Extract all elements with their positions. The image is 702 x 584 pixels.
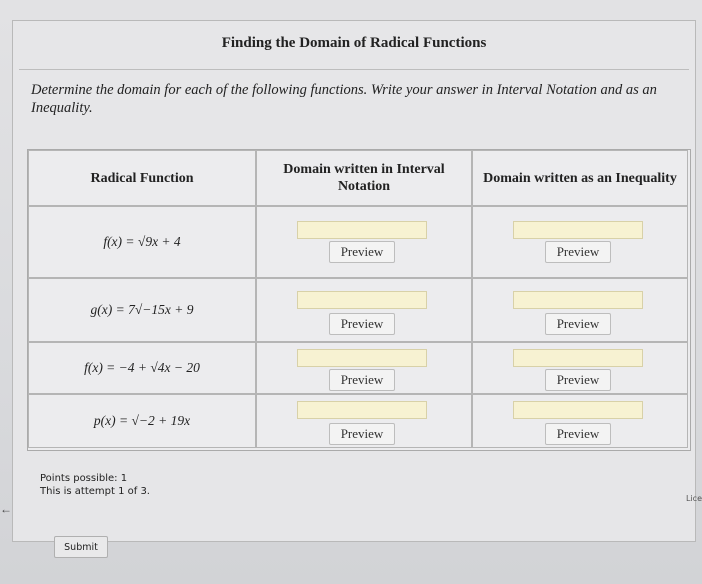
table-row-function [28,394,256,448]
function-label: p(x) = √−2 + 19x [93,413,191,428]
page-title: Finding the Domain of Radical Functions [221,35,487,51]
header-radical-function: Radical Function [28,150,256,206]
preview-button[interactable]: Preview [329,313,395,335]
interval-cell [256,342,472,394]
function-label: f(x) = √9x + 4 [103,234,181,249]
inequality-input[interactable] [513,291,643,309]
inequality-input[interactable] [513,221,643,239]
preview-button[interactable]: Preview [545,423,611,445]
interval-cell [256,394,472,448]
interval-input[interactable] [297,401,427,419]
preview-button[interactable]: Preview [329,369,395,391]
inequality-input[interactable] [513,349,643,367]
inequality-cell [472,278,688,342]
table-row-function [28,278,256,342]
interval-input[interactable] [297,291,427,309]
submit-button[interactable]: Submit [54,536,108,558]
table-row-function [28,342,256,394]
points-possible: Points possible: 1 [40,473,128,484]
question-frame [12,20,696,542]
inequality-cell [472,342,688,394]
table-row-function [28,206,256,278]
header-interval-notation: Domain written in Interval Notation [256,150,472,206]
preview-button[interactable]: Preview [545,313,611,335]
interval-input[interactable] [297,221,427,239]
attempt-count: This is attempt 1 of 3. [40,486,150,497]
inequality-input[interactable] [513,401,643,419]
preview-button[interactable]: Preview [545,369,611,391]
interval-cell [256,206,472,278]
interval-cell [256,278,472,342]
divider [19,69,689,70]
function-label: g(x) = 7√−15x + 9 [90,302,194,317]
header-inequality: Domain written as an Inequality [472,150,688,206]
points-info [40,472,150,498]
preview-button[interactable]: Preview [329,423,395,445]
interval-input[interactable] [297,349,427,367]
preview-button[interactable]: Preview [545,241,611,263]
arrow-left-icon: ← [0,502,12,516]
function-label: f(x) = −4 + √4x − 20 [84,360,200,375]
domain-table [27,149,691,451]
instructions-text: Determine the domain for each of the following functions. Write your answer in Interval Notation and as an Inequality. [31,82,657,116]
inequality-cell [472,206,688,278]
preview-button[interactable]: Preview [329,241,395,263]
license-link[interactable]: Lice [686,494,702,503]
inequality-cell [472,394,688,448]
